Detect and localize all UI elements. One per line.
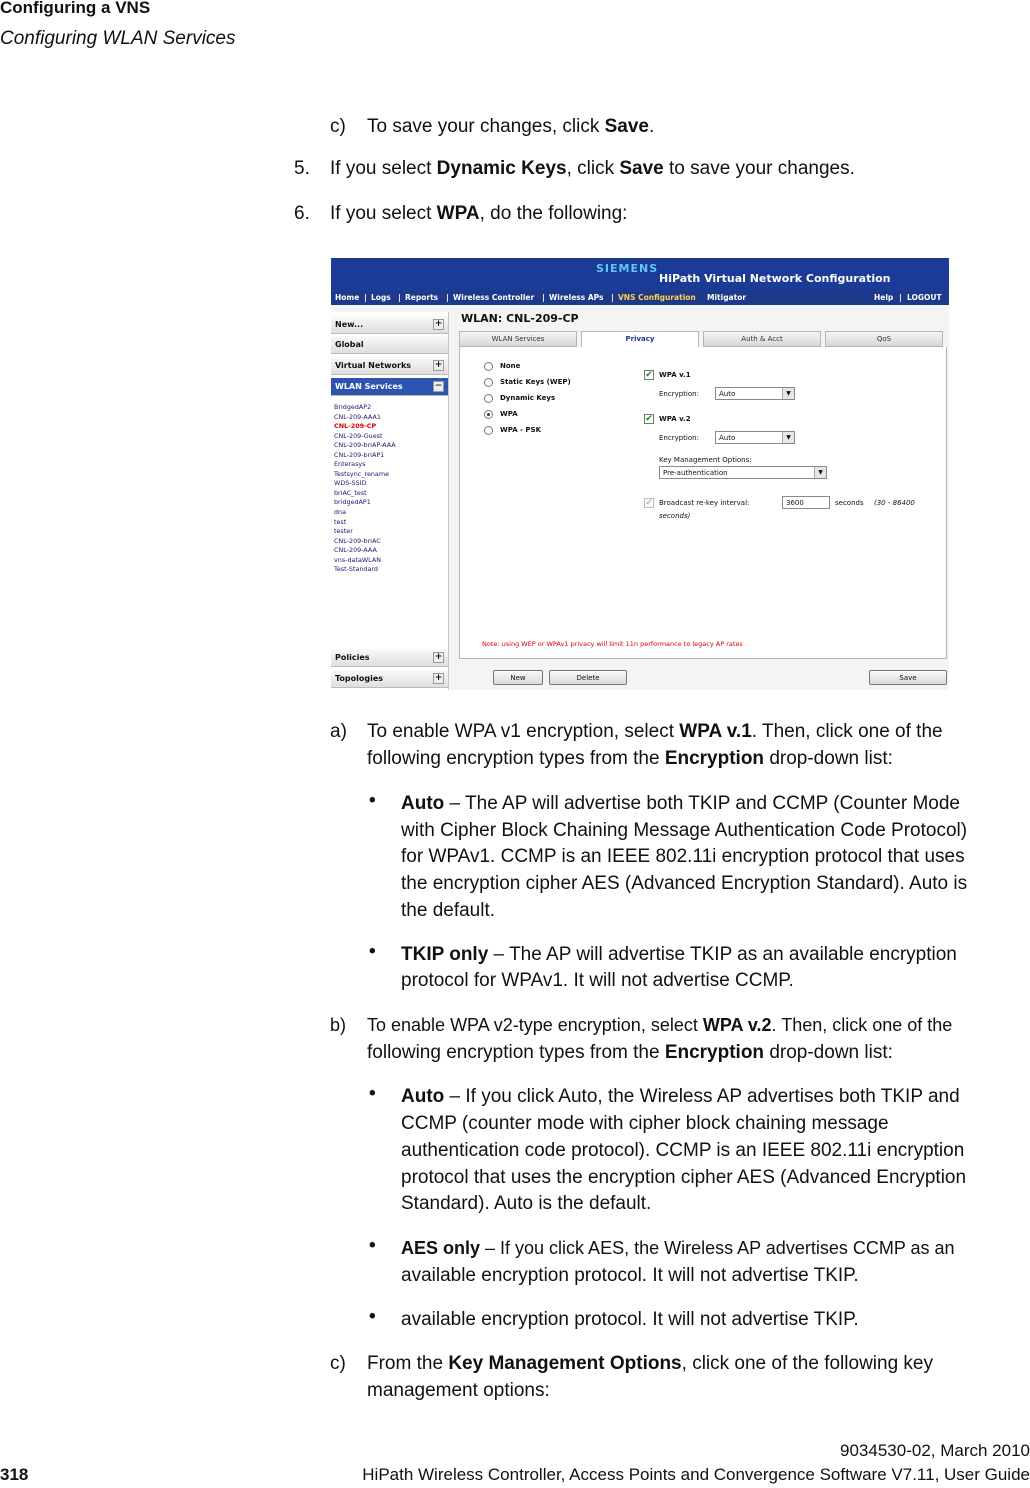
nav-logout[interactable]: LOGOUT	[907, 293, 942, 302]
step-c-key-mgmt-line2: management options:	[367, 1380, 550, 1401]
chevron-down-icon: ▼	[782, 432, 794, 443]
chapter-title: Configuring a VNS	[0, 0, 151, 17]
checkbox-wpa-v1[interactable]: ✔	[645, 370, 653, 380]
left-new[interactable]: New... +	[331, 316, 448, 334]
app-title: HiPath Virtual Network Configuration	[659, 272, 891, 285]
new-button[interactable]: New	[493, 670, 543, 685]
wlan-list-item[interactable]: CNL-209-Guest	[334, 431, 383, 440]
bullet-a-tkip: TKIP only – The AP will advertise TKIP as an available encryption	[401, 944, 957, 965]
step-label: b)	[330, 1015, 347, 1035]
wlan-list-item[interactable]: bridgedAP1	[334, 498, 371, 507]
left-wlan-services[interactable]: WLAN Services −	[331, 378, 448, 396]
rekey-range-units: seconds)	[659, 512, 691, 520]
nav-sep: |	[899, 293, 902, 302]
bullet-b-auto: Auto – If you click Auto, the Wireless AP advertises both TKIP and	[401, 1086, 960, 1107]
wlan-list-item[interactable]: Testsync_rename	[334, 469, 389, 478]
nav-sep: |	[611, 293, 614, 302]
step-label: c)	[330, 1353, 346, 1374]
wlan-list-item[interactable]: tester	[334, 527, 353, 536]
footer-doc-title: HiPath Wireless Controller, Access Points and Convergence Software V7.11, User Guide	[362, 1465, 1030, 1484]
bullet-a-auto: Auto – The AP will advertise both TKIP and CCMP (Counter Mode	[401, 793, 961, 814]
nav-sep: |	[364, 293, 367, 302]
nav-help[interactable]: Help	[874, 293, 894, 302]
nav-sep: |	[542, 293, 545, 302]
privacy-note: Note: using WEP or WPAv1 privacy will limit 11n performance to legacy AP rates	[482, 640, 743, 648]
nav-sep: |	[398, 293, 401, 302]
step-text: To save your changes, click Save.	[367, 116, 655, 137]
page-number: 318	[0, 1465, 29, 1484]
bullet-a-auto-line: the encryption cipher AES (Advanced Encryption Standard). Auto is	[401, 873, 968, 894]
bullet: •	[369, 1306, 376, 1327]
wpa-v1-label: WPA v.1	[659, 371, 691, 379]
plus-icon[interactable]: +	[434, 652, 443, 662]
checkbox-wpa-v2[interactable]: ✔	[645, 414, 653, 424]
nav-wireless-aps[interactable]: Wireless APs	[549, 293, 604, 302]
wlan-list-item[interactable]: vns-dataWLAN	[334, 555, 382, 564]
main-panel	[457, 312, 949, 690]
plus-icon[interactable]: +	[434, 360, 443, 370]
radio-label: Dynamic Keys	[500, 394, 556, 402]
nav-logs[interactable]: Logs	[371, 293, 391, 302]
nav-vns-configuration[interactable]: VNS Configuration	[618, 293, 696, 302]
radio-wpa[interactable]	[484, 410, 493, 419]
wlan-list-item[interactable]: CNL-209-AAA1	[334, 412, 381, 421]
encryption-label: Encryption:	[659, 434, 699, 442]
tab-qos[interactable]: QoS	[825, 331, 943, 347]
left-virtual-networks[interactable]: Virtual Networks +	[331, 357, 448, 375]
nav-mitigator[interactable]: Mitigator	[707, 293, 747, 302]
key-mgmt-label: Key Management Options:	[659, 456, 752, 464]
encryption-select-v2[interactable]: Auto ▼	[715, 431, 795, 444]
step-text: If you select WPA, do the following:	[330, 203, 628, 224]
nav-sep: |	[446, 293, 449, 302]
wpa-v2-label: WPA v.2	[659, 415, 691, 423]
encryption-label: Encryption:	[659, 390, 699, 398]
plus-icon[interactable]: +	[434, 319, 443, 329]
bullet-b-auto-line: CCMP (counter mode with cipher block chaining message	[401, 1113, 889, 1134]
rekey-units: seconds	[835, 499, 864, 507]
nav-home[interactable]: Home	[335, 293, 360, 302]
tab-bar	[459, 331, 947, 347]
step-text: From the Key Management Options, click one of the following key	[367, 1353, 933, 1374]
step-label: c)	[330, 116, 346, 137]
radio-static-keys[interactable]	[484, 378, 493, 387]
wlan-list-item[interactable]: CNL-209-AAA	[334, 546, 377, 555]
bullet-b-auto-line: authentication code protocol). CCMP is an IEEE 802.11i encryption	[401, 1140, 965, 1161]
delete-button[interactable]: Delete	[549, 670, 627, 685]
bullet-b-auto-line: protocol that uses the encryption cipher AES (Advanced Encryption	[401, 1167, 967, 1188]
bullet: •	[369, 790, 376, 811]
bullet-a-auto-line: with Cipher Block Chaining Message Authentication Code Protocol)	[401, 820, 968, 841]
rekey-range: (30 - 86400	[874, 499, 915, 507]
bullet-a-tkip-line: protocol for WPAv1. It will not advertise CCMP.	[401, 970, 794, 991]
top-nav	[331, 291, 949, 305]
privacy-pane	[459, 347, 947, 659]
section-subtitle: Configuring WLAN Services	[0, 28, 236, 49]
radio-label: WPA	[500, 410, 518, 418]
step-label: 5.	[294, 158, 310, 179]
radio-label: None	[500, 362, 521, 370]
bullet: •	[369, 1235, 376, 1256]
radio-label: Static Keys (WEP)	[500, 378, 571, 386]
minus-icon[interactable]: −	[434, 381, 443, 391]
wlan-list-item[interactable]: Test-Standard	[334, 565, 378, 574]
tab-privacy[interactable]: Privacy	[581, 331, 699, 347]
step-text: To enable WPA v1 encryption, select WPA v.1. Then, click one of the	[367, 721, 943, 742]
footer-doc-id: 9034530-02, March 2010	[840, 1441, 1030, 1460]
step-text: To enable WPA v2-type encryption, select WPA v.2. Then, click one of the	[367, 1015, 953, 1035]
step-label: 6.	[294, 203, 310, 224]
nav-reports[interactable]: Reports	[405, 293, 439, 302]
wlan-list-item[interactable]: CNL-209-briAP-AAA	[334, 441, 396, 450]
left-policies[interactable]: Policies +	[331, 649, 448, 667]
app-banner	[331, 258, 949, 291]
tab-wlan-services[interactable]: WLAN Services	[459, 331, 577, 347]
step-b-line2: following encryption types from the Encryption drop-down list:	[367, 1042, 893, 1063]
siemens-logo: SIEMENS	[596, 262, 659, 275]
bullet-a-auto-line: the default.	[401, 900, 496, 921]
chevron-down-icon: ▼	[814, 467, 826, 478]
wlan-list-item[interactable]: CNL-209-CP	[334, 422, 377, 431]
save-button[interactable]: Save	[869, 670, 947, 685]
step-a-line2: following encryption types from the Encryption drop-down list:	[367, 748, 893, 769]
radio-wpa-psk[interactable]	[484, 426, 493, 435]
wlan-list-item[interactable]: test	[334, 517, 347, 526]
key-mgmt-select[interactable]: Pre-authentication ▼	[659, 466, 827, 479]
wlan-list-item[interactable]: CNL-209-briAC	[334, 536, 381, 545]
rekey-input[interactable]: 3600	[782, 496, 830, 509]
plus-icon[interactable]: +	[434, 673, 443, 683]
bullet-b-aes: AES only – If you click AES, the Wireless AP advertises CCMP as an	[401, 1238, 955, 1258]
wlan-privacy-screenshot	[331, 258, 949, 690]
left-panel	[331, 312, 449, 690]
wlan-list-item[interactable]: Enterasys	[334, 460, 366, 469]
left-global[interactable]: Global	[331, 336, 448, 354]
wlan-list-item[interactable]: dna	[334, 508, 347, 517]
rekey-label: Broadcast re-key interval:	[659, 499, 750, 507]
chevron-down-icon: ▼	[782, 388, 794, 399]
radio-dynamic-keys[interactable]	[484, 394, 493, 403]
checkbox-rekey[interactable]: ✔	[645, 498, 653, 508]
bullet-b-auto-line: Standard). Auto is the default.	[401, 1193, 652, 1214]
bullet-b-repeat: available encryption protocol. It will not advertise TKIP.	[401, 1309, 859, 1330]
bullet: •	[369, 941, 376, 962]
wlan-list-item[interactable]: BridgedAP2	[334, 403, 372, 411]
wlan-list-item[interactable]: briAC_test	[334, 488, 367, 497]
wlan-list-item[interactable]: CNL-209-briAP1	[334, 450, 385, 459]
wlan-list-item[interactable]: WDS-SSID	[334, 479, 367, 488]
left-topologies[interactable]: Topologies +	[331, 670, 448, 688]
nav-wireless-controller[interactable]: Wireless Controller	[453, 293, 535, 302]
tab-auth-acct[interactable]: Auth & Acct	[703, 331, 821, 347]
bullet-a-auto-line: for WPAv1. CCMP is an IEEE 802.11i encryption protocol that uses	[401, 846, 965, 867]
radio-none[interactable]	[484, 362, 493, 371]
radio-label: WPA - PSK	[500, 426, 542, 434]
wlan-title: WLAN: CNL-209-CP	[461, 312, 579, 325]
encryption-select-v1[interactable]: Auto ▼	[715, 387, 795, 400]
step-label: a)	[330, 721, 347, 742]
step-text: If you select Dynamic Keys, click Save to save your changes.	[330, 158, 855, 179]
bullet: •	[369, 1083, 376, 1104]
bullet-b-aes-line: available encryption protocol. It will not advertise TKIP.	[401, 1265, 859, 1286]
wlan-list	[334, 403, 396, 575]
